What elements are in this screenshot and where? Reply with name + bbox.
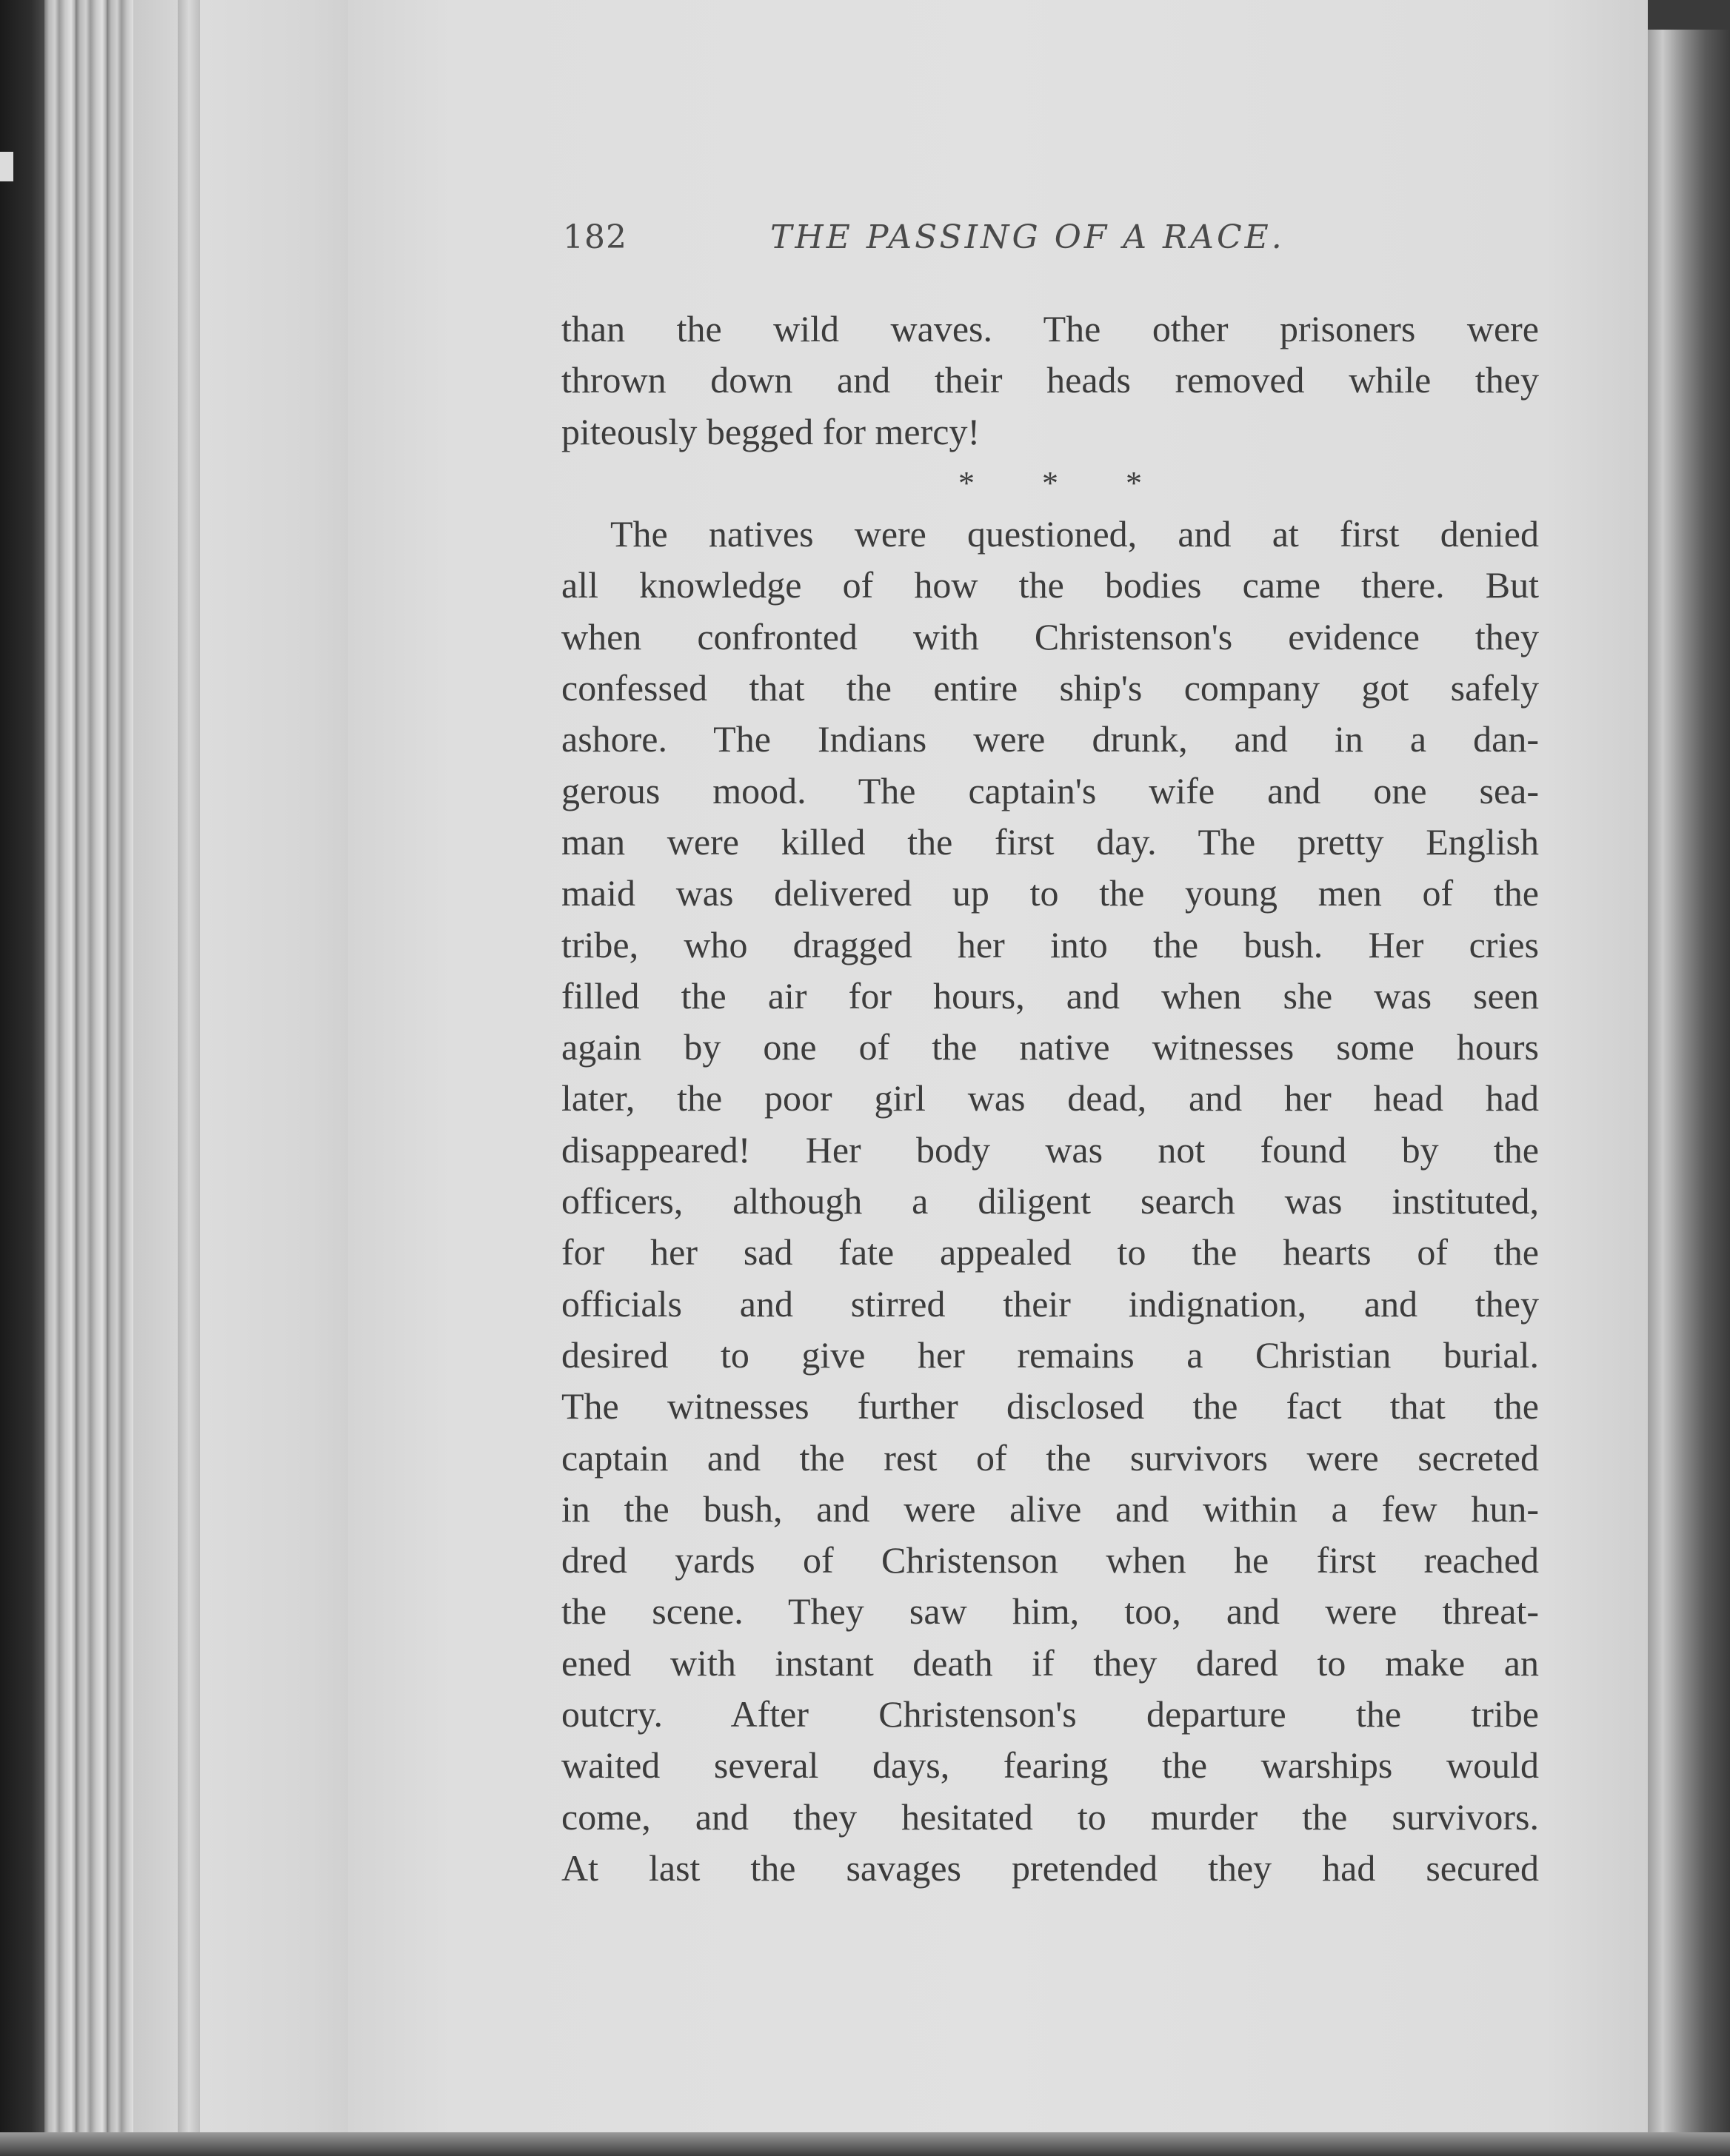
text-line: for her sad fate appealed to the hearts of the: [561, 1231, 1539, 1273]
right-page-edges: [1648, 0, 1730, 2156]
text-line: officials and stirred their indignation, and they: [561, 1282, 1539, 1325]
text-line: the scene. They saw him, too, and were threat-: [561, 1590, 1539, 1633]
text-line: in the bush, and were alive and within a few hun-: [561, 1487, 1539, 1530]
text-line: waited several days, fearing the warships would: [561, 1744, 1539, 1787]
text-line: dred yards of Christenson when he first reached: [561, 1539, 1539, 1581]
page-fold-shadow: [178, 0, 200, 2156]
section-separator: * * *: [958, 464, 1172, 501]
text-line: ashore. The Indians were drunk, and in a dan-: [561, 718, 1539, 760]
text-line: disappeared! Her body was not found by the: [561, 1128, 1539, 1171]
text-line: man were killed the first day. The pretty English: [561, 820, 1539, 863]
body-text: [561, 304, 1539, 1894]
text-line: tribe, who dragged her into the bush. Her cries: [561, 923, 1539, 965]
running-head: [563, 218, 1533, 270]
text-line: officers, although a diligent search was instituted,: [561, 1180, 1539, 1222]
text-line: when confronted with Christenson's evidence they: [561, 615, 1539, 657]
text-line: captain and the rest of the survivors were secreted: [561, 1436, 1539, 1479]
left-page-inner: [133, 0, 355, 2156]
running-head-title: THE PASSING OF A RACE.: [770, 218, 1285, 256]
text-line: gerous mood. The captain's wife and one sea-: [561, 769, 1539, 811]
scanner-left-edge: [0, 0, 44, 2156]
text-line: again by one of the native witnesses some hours: [561, 1026, 1539, 1068]
text-line: later, the poor girl was dead, and her head had: [561, 1077, 1539, 1119]
text-line: confessed that the entire ship's company got safely: [561, 667, 1539, 709]
text-line: than the wild waves. The other prisoners were: [561, 308, 1539, 349]
text-line: maid was delivered up to the young men of the: [561, 872, 1539, 914]
text-line: ened with instant death if they dared to make an: [561, 1641, 1539, 1684]
text-line: filled the air for hours, and when she was seen: [561, 974, 1539, 1017]
page-number: 182: [563, 218, 627, 256]
text-line: all knowledge of how the bodies came there. But: [561, 564, 1539, 606]
text-line: At last the savages pretended they had secured: [561, 1847, 1539, 1889]
text-line: thrown down and their heads removed while they: [561, 359, 1539, 401]
text-line: piteously begged for mercy!: [561, 410, 981, 452]
text-line: come, and they hesitated to murder the survivors.: [561, 1795, 1539, 1838]
text-line: desired to give her remains a Christian burial.: [561, 1333, 1539, 1376]
bottom-shadow: [0, 2132, 1730, 2156]
right-edge-top: [1648, 0, 1730, 30]
text-line: outcry. After Christenson's departure the tribe: [561, 1693, 1539, 1735]
left-page-edges: [44, 0, 355, 2156]
text-line: The witnesses further disclosed the fact that the: [561, 1385, 1539, 1427]
text-line: The natives were questioned, and at first denied: [610, 513, 1539, 555]
scanner-notch: [0, 152, 13, 181]
